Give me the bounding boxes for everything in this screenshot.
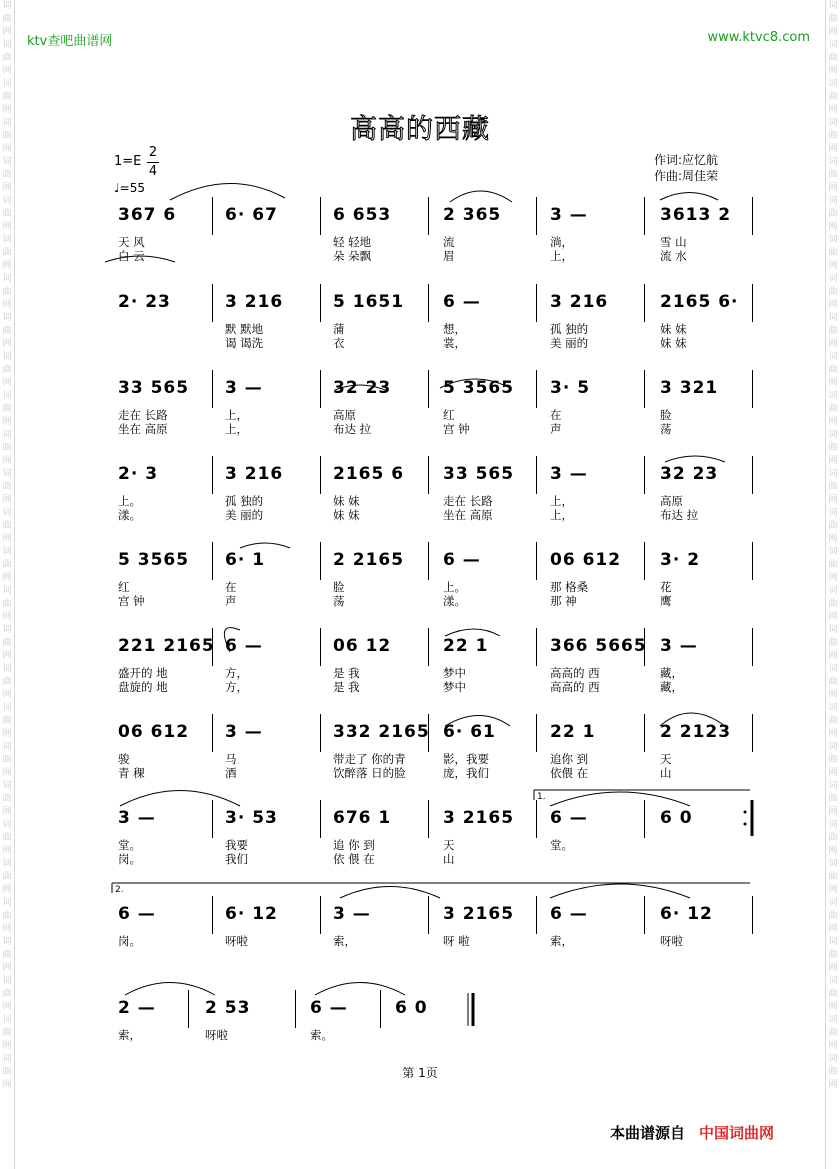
measure-notes: 6· 1 — [225, 550, 266, 570]
lyric-v2: 荡 — [333, 594, 345, 608]
lyric-v2: 布达 拉 — [660, 508, 699, 522]
lyric-v1: 堂。 — [118, 838, 141, 852]
measure-notes: 221 2165 — [118, 636, 215, 656]
measure-notes: 2165 6· — [660, 292, 739, 312]
right-margin-watermark: 词曲网词曲网词曲网词曲网词曲网词曲网词曲网词曲网词曲网词曲网词曲网词曲网词曲网词曲网词曲网词曲网词曲网词曲网词曲网词曲网词曲网词曲网词曲网词曲网词曲网词曲网词曲网词曲网 — [825, 0, 840, 1169]
measure-notes: 3 321 — [660, 378, 719, 398]
lyric-v2: 漾。 — [118, 508, 141, 522]
source-label: 本曲谱源自 — [610, 1124, 686, 1142]
lyric-v1: 花 — [660, 580, 672, 594]
repeat-sign — [744, 800, 753, 836]
lyric-v2: 是 我 — [333, 680, 360, 694]
lyric-v2: 藏， — [660, 680, 683, 694]
lyric-v1: 红 — [443, 408, 455, 422]
lyric-v2: 依偎 在 — [550, 766, 589, 780]
lyric-v1: 雪 山 — [660, 235, 687, 249]
lyric-v2: 饮醉落 日的脸 — [333, 766, 406, 780]
lyric-v2: 裳， — [443, 336, 466, 350]
measure-notes: 5 3565 — [443, 378, 515, 398]
lyric-v2: 白 云 — [118, 249, 145, 263]
lyric-v1: 我要 — [225, 838, 248, 852]
measure-notes: 3· 5 — [550, 378, 591, 398]
lyric-v1: 流 — [443, 235, 455, 249]
site-name: ktv查吧曲谱网 — [27, 34, 113, 49]
slur — [660, 713, 725, 726]
measure-notes: 366 5665 — [550, 636, 647, 656]
song-title: 高高的西藏 — [350, 114, 490, 145]
time-denominator: 4 — [148, 164, 158, 179]
measure-notes: 06 612 — [118, 722, 190, 742]
measure-notes: 2· 3 — [118, 464, 159, 484]
lyric-v1: 妹 妹 — [333, 494, 360, 508]
lyric-v2: 布达 拉 — [333, 422, 372, 436]
measure-notes: 06 12 — [333, 636, 392, 656]
lyric-v1: 脸 — [333, 580, 345, 594]
lyric-v1: 追 你 到 — [333, 838, 375, 852]
lyric-v1: 轻 轻地 — [333, 235, 372, 249]
slur — [340, 887, 440, 899]
measure-notes: 3 — — [550, 464, 588, 484]
measure-notes: 33 565 — [118, 378, 190, 398]
lyric-v2: 依 偎 在 — [333, 852, 375, 866]
measure-notes: 3 2165 — [443, 904, 515, 924]
lyric-v1: 马 — [225, 752, 237, 766]
first-ending-label: 1. — [537, 792, 546, 802]
final-barline — [468, 993, 473, 1026]
lyric-v2: 高高的 西 — [550, 680, 600, 694]
lyric-v1: 影，我要 — [443, 752, 489, 766]
slur — [660, 193, 718, 201]
measure-notes: 6· 12 — [225, 904, 278, 924]
lyric-v1: 天 风 — [118, 235, 145, 249]
lyric-v1: 高高的 西 — [550, 666, 600, 680]
slur — [105, 256, 175, 262]
measure-notes: 6· 12 — [660, 904, 713, 924]
lyric-v1: 追你 到 — [550, 752, 589, 766]
lyric-v1: 藏， — [660, 666, 683, 680]
measure-notes: 6 0 — [660, 808, 693, 828]
measure-notes: 3 216 — [225, 292, 284, 312]
tempo-mark: ♩=55 — [114, 181, 145, 195]
site-url: www.ktvc8.com — [707, 30, 810, 45]
measure-notes: 676 1 — [333, 808, 392, 828]
lyric-v1: 红 — [118, 580, 130, 594]
lyric-v1: 呀啦 — [205, 1028, 228, 1042]
lyric-v2: 上， — [550, 249, 573, 263]
lyric-v2: 美 丽的 — [550, 336, 589, 350]
measure-notes: 3 216 — [225, 464, 284, 484]
measure-notes: 6 — — [443, 292, 481, 312]
lyric-v1: 高原 — [660, 494, 683, 508]
second-ending-bracket — [112, 883, 750, 895]
measure-notes: 3 — — [118, 808, 156, 828]
lyric-v2: 荡 — [660, 422, 672, 436]
measure-notes: 6 — — [443, 550, 481, 570]
slur — [665, 456, 725, 462]
lyric-v1: 想， — [443, 322, 466, 336]
lyric-v1: 淌， — [550, 235, 573, 249]
lyric-v1: 上， — [225, 408, 248, 422]
lyric-v2: 朵 朵飘 — [333, 249, 372, 263]
composer: 作曲:周佳荣 — [654, 169, 719, 183]
measure-notes: 22 1 — [550, 722, 596, 742]
measure-notes: 6 653 — [333, 205, 392, 225]
slur — [125, 983, 215, 996]
measure-notes: 2 365 — [443, 205, 502, 225]
measure-notes: 3 — — [333, 904, 371, 924]
lyric-v1: 呀 啦 — [443, 934, 470, 948]
lyric-v1: 梦中 — [443, 666, 466, 680]
lyric-v1: 孤 独的 — [225, 494, 264, 508]
measure-notes: 33 565 — [443, 464, 515, 484]
left-margin-watermark: 词曲网词曲网词曲网词曲网词曲网词曲网词曲网词曲网词曲网词曲网词曲网词曲网词曲网词曲网词曲网词曲网词曲网词曲网词曲网词曲网词曲网词曲网词曲网词曲网词曲网词曲网词曲网词曲网 — [0, 0, 15, 1169]
measure-notes: 06 612 — [550, 550, 622, 570]
lyric-v2: 美 丽的 — [225, 508, 264, 522]
slur — [550, 792, 690, 806]
lyric-v2: 宫 钟 — [443, 422, 470, 436]
measure-notes: 3 — — [225, 378, 263, 398]
measure-notes: 3· 2 — [660, 550, 701, 570]
lyric-v1: 上， — [550, 494, 573, 508]
lyric-v2: 上， — [225, 422, 248, 436]
source-credit — [610, 1122, 774, 1143]
measure-notes: 32 23 — [333, 378, 392, 398]
lyric-v2: 坐在 高原 — [118, 422, 168, 436]
time-numerator: 2 — [148, 145, 158, 160]
lyric-v2: 那 神 — [550, 594, 577, 608]
lyric-v1: 脸 — [660, 408, 672, 422]
lyricist: 作词:应忆航 — [654, 153, 719, 167]
measure-notes: 3 — — [550, 205, 588, 225]
measure-notes: 2165 6 — [333, 464, 405, 484]
slur — [445, 716, 510, 727]
measure-notes: 5 3565 — [118, 550, 190, 570]
lyric-v1: 索， — [118, 1028, 141, 1042]
slur — [315, 983, 405, 996]
measure-notes: 6 — — [118, 904, 156, 924]
lyric-v1: 那 格桑 — [550, 580, 589, 594]
measure-notes: 2· 23 — [118, 292, 171, 312]
page-number: 第 1页 — [402, 1066, 438, 1080]
measure-notes: 5 1651 — [333, 292, 405, 312]
measure-notes: 6 — — [310, 998, 348, 1018]
lyric-v1: 是 我 — [333, 666, 360, 680]
lyric-v2: 方， — [225, 680, 248, 694]
slur — [450, 191, 512, 202]
lyric-v1: 盛开的 地 — [118, 666, 168, 680]
lyric-v2: 庞，我们 — [443, 766, 489, 780]
lyric-v1: 索， — [550, 934, 573, 948]
lyric-v1: 索。 — [310, 1028, 333, 1042]
lyric-v1: 天 — [443, 838, 455, 852]
key-signature: 1=E — [114, 154, 142, 169]
lyric-v1: 呀啦 — [660, 934, 683, 948]
slur — [224, 628, 240, 652]
lyric-v1: 高原 — [333, 408, 356, 422]
lyric-v2: 我们 — [225, 852, 248, 866]
second-ending-label: 2. — [115, 885, 124, 895]
slurs — [105, 183, 725, 995]
lyric-v1: 上。 — [118, 494, 141, 508]
lyric-v1: 方， — [225, 666, 248, 680]
lyric-v2: 山 — [660, 766, 672, 780]
lyric-v2: 盘旋的 地 — [118, 680, 168, 694]
measure-notes: 3 — — [660, 636, 698, 656]
slur — [120, 791, 240, 807]
lyric-v2: 宫 钟 — [118, 594, 145, 608]
measure-notes: 2 2123 — [660, 722, 732, 742]
slur — [550, 884, 690, 898]
lyric-v2: 漾。 — [443, 594, 466, 608]
lyric-v2: 谒 谒洗 — [225, 336, 264, 350]
measure-notes: 6· 61 — [443, 722, 496, 742]
lyric-v2: 流 水 — [660, 249, 687, 263]
slur — [240, 543, 290, 548]
lyric-v2: 上， — [550, 508, 573, 522]
lyric-v1: 天 — [660, 752, 672, 766]
lyric-v2: 梦中 — [443, 680, 466, 694]
lyric-v1: 走在 长路 — [443, 494, 493, 508]
lyric-v1: 岗。 — [118, 934, 141, 948]
lyric-v2: 坐在 高原 — [443, 508, 493, 522]
lyric-v2: 声 — [550, 422, 562, 436]
measure-notes: 3 — — [225, 722, 263, 742]
lyric-v2: 山 — [443, 852, 455, 866]
lyric-v2: 妹 妹 — [333, 508, 360, 522]
lyric-v1: 孤 独的 — [550, 322, 589, 336]
measure-notes: 22 1 — [443, 636, 489, 656]
lyric-v2: 青 稞 — [118, 766, 145, 780]
measure-notes: 3 216 — [550, 292, 609, 312]
lyric-v2: 眉 — [443, 249, 455, 263]
lyric-v1: 妹 妹 — [660, 322, 687, 336]
measure-notes: 32 23 — [660, 464, 719, 484]
measure-notes: 3613 2 — [660, 205, 732, 225]
lyric-v2: 鹰 — [660, 594, 672, 608]
lyric-v1: 骏 — [118, 752, 130, 766]
slur — [170, 183, 285, 200]
measure-notes: 6 0 — [395, 998, 428, 1018]
lyric-v1: 上。 — [443, 580, 466, 594]
slur — [440, 379, 510, 388]
source-site: 中国词曲网 — [699, 1124, 775, 1142]
lyric-v1: 默 默地 — [225, 322, 264, 336]
lyric-v1: 走在 长路 — [118, 408, 168, 422]
measure-notes: 2 — — [118, 998, 156, 1018]
lyric-v1: 索， — [333, 934, 356, 948]
lyric-v2: 酒 — [225, 766, 237, 780]
measure-notes: 6 — — [550, 808, 588, 828]
lyric-v1: 在 — [225, 580, 237, 594]
lyric-v1: 带走了 你的青 — [333, 752, 406, 766]
measure-notes: 332 2165 — [333, 722, 430, 742]
lyric-v1: 在 — [550, 408, 562, 422]
slur — [445, 629, 500, 636]
lyric-v1: 堂。 — [550, 838, 573, 852]
measure-notes: 2 2165 — [333, 550, 405, 570]
measure-notes: 6· 67 — [225, 205, 278, 225]
measure-notes: 367 6 — [118, 205, 177, 225]
lyric-v2: 声 — [225, 594, 237, 608]
measure-notes: 6 — — [550, 904, 588, 924]
lyric-v2: 妹 妹 — [660, 336, 687, 350]
lyric-v1: 呀啦 — [225, 934, 248, 948]
measure-notes: 2 53 — [205, 998, 251, 1018]
slur — [335, 385, 385, 390]
measure-notes: 3 2165 — [443, 808, 515, 828]
lyric-v2: 衣 — [333, 336, 345, 350]
measure-notes: 3· 53 — [225, 808, 278, 828]
lyric-v2: 岗。 — [118, 852, 141, 866]
measure-notes: 6 — — [225, 636, 263, 656]
lyric-v1: 蒲 — [333, 322, 345, 336]
